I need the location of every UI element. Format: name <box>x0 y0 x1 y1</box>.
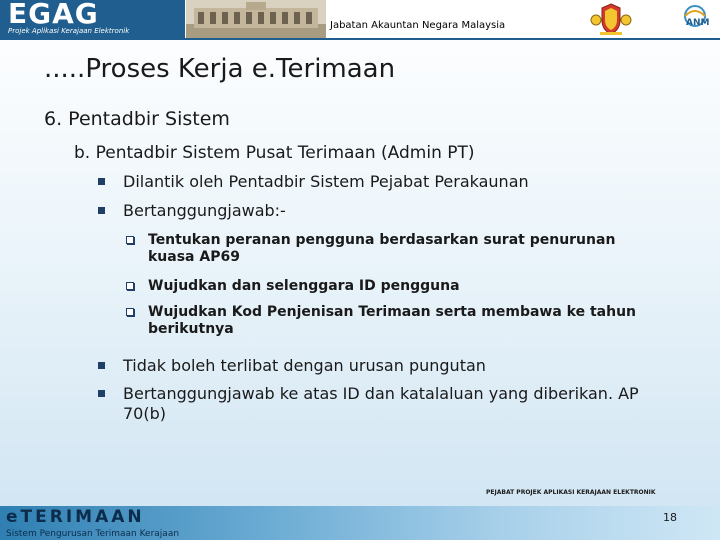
checkbox-bullet-icon <box>126 282 134 290</box>
square-bullet-icon <box>98 390 105 397</box>
bullet-text: Bertanggungjawab ke atas ID dan katalaluan yang diberikan. AP 70(b) <box>123 384 639 423</box>
square-bullet-icon <box>98 207 105 214</box>
eterimaan-logo: eTERIMAAN <box>6 507 145 527</box>
eterimaan-logo-subtitle: Sistem Pengurusan Terimaan Kerajaan <box>6 529 180 539</box>
bullet-text: Tidak boleh terlibat dengan urusan pungutan <box>123 356 486 375</box>
building-image <box>186 0 326 38</box>
bullet-text: Dilantik oleh Pentadbir Sistem Pejabat Perakaunan <box>123 172 529 191</box>
header-banner <box>0 0 720 38</box>
egag-logo-subtitle: Projek Aplikasi Kerajaan Elektronik <box>8 27 130 35</box>
agency-name: Jabatan Akauntan Negara Malaysia <box>330 20 506 31</box>
square-bullet-icon <box>98 178 105 185</box>
checkbox-bullet-icon <box>126 308 134 316</box>
page-number: 18 <box>663 511 677 524</box>
header-divider <box>0 38 720 40</box>
subsection-heading: b. Pentadbir Sistem Pusat Terimaan (Admin PT) <box>74 143 475 163</box>
coat-of-arms-icon <box>590 2 632 36</box>
bullet-text: Bertanggungjawab:- <box>123 201 286 220</box>
sub-bullet-text: Wujudkan dan selenggara ID pengguna <box>148 278 460 294</box>
anm-label: ANM <box>686 18 710 28</box>
slide-title: .....Proses Kerja e.Terimaan <box>44 54 396 84</box>
footer-label: PEJABAT PROJEK APLIKASI KERAJAAN ELEKTRONIK <box>486 489 656 496</box>
checkbox-bullet-icon <box>126 236 134 244</box>
egag-logo: EGAG <box>8 0 99 30</box>
sub-bullet-text: Tentukan peranan pengguna berdasarkan surat penurunan kuasa AP69 <box>148 232 616 265</box>
egag-logo-panel <box>0 0 185 38</box>
sub-bullet-text: Wujudkan Kod Penjenisan Terimaan serta membawa ke tahun berikutnya <box>148 304 637 337</box>
square-bullet-icon <box>98 362 105 369</box>
section-heading: 6. Pentadbir Sistem <box>44 108 230 130</box>
